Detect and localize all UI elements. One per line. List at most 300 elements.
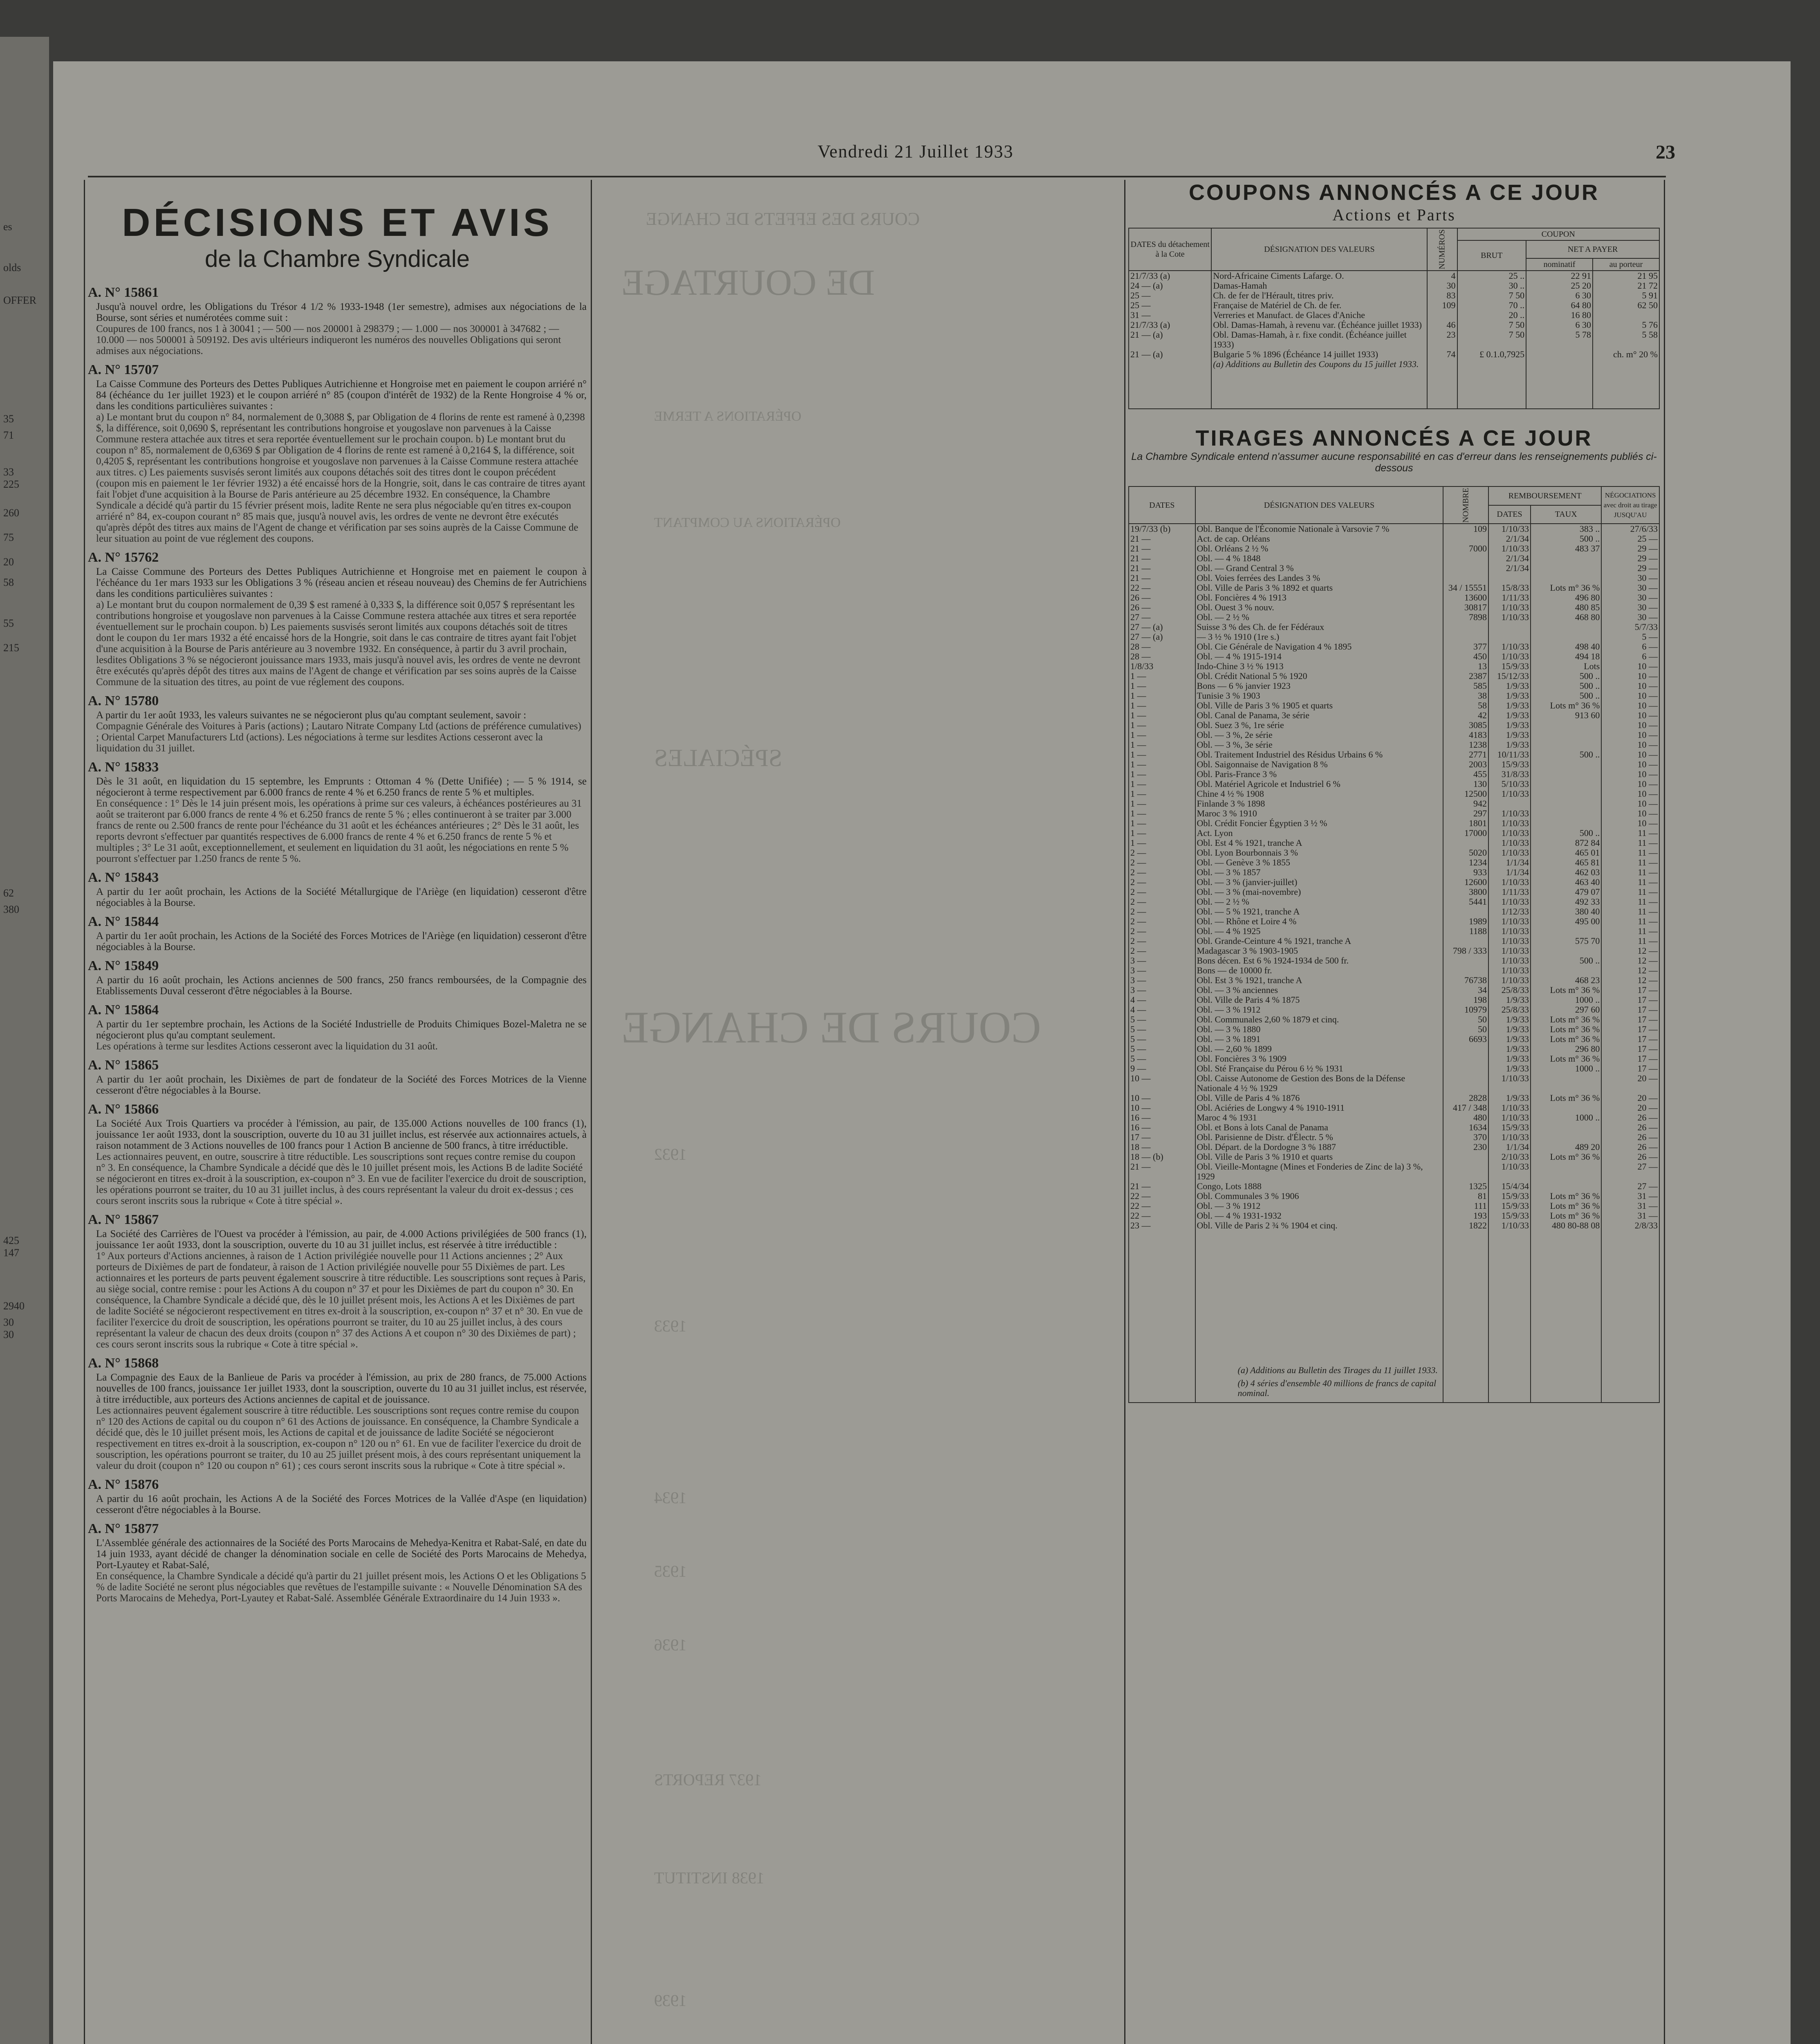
table-cell	[1531, 554, 1601, 563]
table-cell: Bons — 6 % janvier 1923	[1195, 681, 1443, 691]
adjacent-page-fragment: 62	[3, 887, 14, 899]
table-cell: Obl. — 3 % anciennes	[1195, 985, 1443, 995]
notice-number: A. N° 15780	[88, 693, 159, 708]
table-cell: 12600	[1443, 877, 1488, 887]
table-row	[1129, 1034, 1659, 1044]
table-cell: Madagascar 3 % 1903-1905	[1195, 946, 1443, 956]
table-cell: 10 —	[1601, 720, 1659, 730]
adjacent-page-fragment: es	[3, 221, 12, 233]
table-cell: 1/10/33	[1488, 926, 1531, 936]
table-row	[1129, 1123, 1659, 1132]
table-cell: 15/9/33	[1488, 1191, 1531, 1201]
notice	[88, 1058, 587, 1096]
table-row	[1129, 936, 1659, 946]
notice	[88, 550, 587, 688]
table-cell: Obl. — 4 % 1925	[1195, 926, 1443, 936]
table-cell: 492 33	[1531, 897, 1601, 907]
table-cell: 25 20	[1526, 281, 1593, 291]
table-cell: 20 —	[1601, 1074, 1659, 1093]
notice-number: A. N° 15833	[88, 760, 159, 775]
table-cell: 23	[1427, 330, 1457, 350]
table-cell: 21 —	[1129, 544, 1195, 554]
table-cell: 1 —	[1129, 710, 1195, 720]
table-cell: 483 37	[1531, 544, 1601, 554]
table-cell: 46	[1427, 320, 1457, 330]
table-cell: Obl. Suez 3 %, 1re série	[1195, 720, 1443, 730]
table-cell: Obl. Ville de Paris 3 % 1905 et quarts	[1195, 701, 1443, 710]
table-cell: 27 —	[1601, 1162, 1659, 1181]
table-cell	[1531, 1162, 1601, 1181]
table-cell: 1/10/33	[1488, 838, 1531, 848]
table-cell: 1/10/33	[1488, 809, 1531, 818]
notice-details: Compagnie Générale des Voitures à Paris (actions) ; Lautaro Nitrate Company Ltd (actions de préférence cumulatives) ; Oriental Carpet Manufacturers Ltd (actions). Les négociations à terme sur lesdites Actions cesseront avec la liquidation du 31 juillet.	[96, 721, 581, 754]
notice-details: Les opérations à terme sur lesdites Actions cesseront avec la liquidation du 31 août.	[96, 1041, 438, 1052]
table-cell: 29 —	[1601, 544, 1659, 554]
table-cell: 3 —	[1129, 966, 1195, 975]
table-cell: Obl. — Grand Central 3 %	[1195, 563, 1443, 573]
table-cell: 10 —	[1601, 818, 1659, 828]
table-cell: Act. Lyon	[1195, 828, 1443, 838]
notice-number: A. N° 15866	[88, 1102, 159, 1117]
table-cell: 2 —	[1129, 907, 1195, 917]
announcements-column	[1128, 180, 1660, 1403]
table-cell: Obl. Ville de Paris 2 ¾ % 1904 et cinq.	[1195, 1221, 1443, 1230]
table-cell: Obl. — 3 % 1880	[1195, 1024, 1443, 1034]
col-porteur: au porteur	[1593, 258, 1659, 271]
bleed-through-text: 1936	[654, 1636, 687, 1654]
table-cell: 10 —	[1601, 779, 1659, 789]
notice-text: La Société Aux Trois Quartiers va procéder à l'émission, au pair, de 135.000 Actions nouvelles de 100 francs (1), jouissance 1er août 1933, dont la souscription, ouverte du 10 au 31 juillet inclus, est réservée aux actionnaires actuels, à raison notamment de 3 Actions nouvelles de 100 francs pour 1 Action B ancienne de 500 francs, à titre irréductible.	[96, 1118, 587, 1151]
table-cell: 17 —	[1601, 1064, 1659, 1074]
table-cell: 70 ..	[1457, 300, 1526, 310]
table-cell: Obl. Crédit Foncier Égyptien 3 ½ %	[1195, 818, 1443, 828]
table-cell: 2/1/34	[1488, 534, 1531, 544]
table-row	[1129, 760, 1659, 769]
notice	[88, 1102, 587, 1206]
table-cell: 20 —	[1601, 1093, 1659, 1103]
table-cell: 17 —	[1601, 995, 1659, 1005]
table-cell	[1531, 760, 1601, 769]
notice	[88, 914, 587, 953]
table-cell	[1531, 632, 1601, 642]
table-cell: Obl. et Bons à lots Canal de Panama	[1195, 1123, 1443, 1132]
bleed-through-text: DE COURTAGE	[621, 262, 875, 303]
table-cell: 575 70	[1531, 936, 1601, 946]
table-cell	[1443, 1044, 1488, 1054]
table-cell: 10 —	[1601, 769, 1659, 779]
table-cell: 15/9/33	[1488, 661, 1531, 671]
notice-number: A. N° 15861	[88, 285, 159, 300]
notice-text: La Caisse Commune des Porteurs des Dettes Publiques Autrichienne et Hongroise met en paiement le coupon arriéré n° 84 (échéance du 1er juillet 1923) et le coupon arriéré n° 85 (coupon d'intérêt de 1932) de la Rente Hongroise 4 % or, dans les conditions particulières suivantes :	[96, 379, 587, 412]
table-cell: 462 03	[1531, 867, 1601, 877]
col-designation: DÉSIGNATION DES VALEURS	[1195, 486, 1443, 524]
table-cell: 942	[1443, 799, 1488, 809]
table-cell: 480 85	[1531, 603, 1601, 612]
table-cell: 1 —	[1129, 789, 1195, 799]
table-cell	[1531, 622, 1601, 632]
table-cell: Ch. de fer de l'Hérault, titres priv.	[1211, 291, 1427, 300]
table-cell: 10 —	[1601, 750, 1659, 760]
table-cell: 495 00	[1531, 917, 1601, 926]
table-cell: Obl. Est 3 % 1921, tranche A	[1195, 975, 1443, 985]
table-row	[1129, 799, 1659, 809]
table-cell: 31 —	[1129, 310, 1211, 320]
table-cell: 10 —	[1601, 691, 1659, 701]
table-cell: 1/10/33	[1488, 1074, 1531, 1093]
table-row	[1129, 1024, 1659, 1034]
table-cell: 15/4/34	[1488, 1181, 1531, 1191]
table-cell: 17 —	[1129, 1132, 1195, 1142]
table-row	[1129, 642, 1659, 652]
table-row	[1129, 281, 1659, 291]
table-row	[1129, 554, 1659, 563]
table-cell: 24 — (a)	[1129, 281, 1211, 291]
table-row	[1129, 691, 1659, 701]
table-cell: 26 —	[1601, 1152, 1659, 1162]
table-cell	[1488, 573, 1531, 583]
table-row	[1129, 720, 1659, 730]
table-cell: Lots m° 36 %	[1531, 701, 1601, 710]
table-cell: 500 ..	[1531, 691, 1601, 701]
table-cell: 26 —	[1129, 603, 1195, 612]
table-cell: Chine 4 ½ % 1908	[1195, 789, 1443, 799]
table-cell	[1531, 1074, 1601, 1093]
table-row	[1129, 887, 1659, 897]
table-row	[1129, 271, 1659, 281]
table-cell: 500 ..	[1531, 534, 1601, 544]
table-cell: Maroc 4 % 1931	[1195, 1113, 1443, 1123]
notice-number: A. N° 15876	[88, 1477, 159, 1492]
table-cell: 42	[1443, 710, 1488, 720]
column-divider-left	[591, 180, 592, 2044]
table-cell: 1801	[1443, 818, 1488, 828]
table-cell: Obl. Canal de Panama, 3e série	[1195, 710, 1443, 720]
table-cell: 12500	[1443, 789, 1488, 799]
table-cell: 9 —	[1129, 1064, 1195, 1074]
table-cell: 28 —	[1129, 652, 1195, 661]
table-cell: 5 58	[1593, 330, 1659, 350]
table-cell: 2/8/33	[1601, 1221, 1659, 1230]
notice	[88, 1212, 587, 1350]
table-cell: Obl. — 5 % 1921, tranche A	[1195, 907, 1443, 917]
table-cell: 50	[1443, 1015, 1488, 1024]
table-cell: 2/1/34	[1488, 563, 1531, 573]
table-cell: 21 72	[1593, 281, 1659, 291]
page-number: 23	[1656, 141, 1675, 163]
table-cell: 7 50	[1457, 320, 1526, 330]
table-cell	[1531, 1123, 1601, 1132]
table-row	[1129, 917, 1659, 926]
table-cell: 11 —	[1601, 848, 1659, 858]
table-cell: 25 ..	[1457, 271, 1526, 281]
table-cell: 5441	[1443, 897, 1488, 907]
table-cell	[1531, 818, 1601, 828]
table-cell: Obl. Foncières 4 % 1913	[1195, 593, 1443, 603]
table-cell: 798 / 333	[1443, 946, 1488, 956]
table-cell: Obl. Grande-Ceinture 4 % 1921, tranche A	[1195, 936, 1443, 946]
table-cell: Finlande 3 % 1898	[1195, 799, 1443, 809]
table-row	[1129, 320, 1659, 330]
table-cell: 10 —	[1129, 1093, 1195, 1103]
table-cell	[1443, 573, 1488, 583]
table-cell: 1/9/33	[1488, 995, 1531, 1005]
table-row	[1129, 583, 1659, 593]
table-row	[1129, 671, 1659, 681]
notice	[88, 958, 587, 997]
table-cell: 2 —	[1129, 897, 1195, 907]
table-row	[1129, 652, 1659, 661]
table-cell	[1531, 779, 1601, 789]
bleed-through-text: SPÉCIALES	[654, 744, 782, 771]
table-cell	[1488, 632, 1531, 642]
table-cell: 1/10/33	[1488, 544, 1531, 554]
table-row	[1129, 750, 1659, 760]
table-cell	[1531, 946, 1601, 956]
table-row	[1129, 956, 1659, 966]
table-cell: 6 30	[1526, 320, 1593, 330]
table-cell: Obl. Orléans 2 ½ %	[1195, 544, 1443, 554]
col-dates-remb: DATES	[1488, 505, 1531, 524]
table-row	[1129, 1044, 1659, 1054]
adjacent-page-fragment: 71	[3, 429, 14, 441]
table-cell: 465 81	[1531, 858, 1601, 867]
table-cell: Obl. — 3 % 1891	[1195, 1034, 1443, 1044]
col-coupon: COUPON	[1457, 228, 1659, 240]
table-cell: 11 —	[1601, 887, 1659, 897]
table-cell: 10/11/33	[1488, 750, 1531, 760]
notice-details: En conséquence : 1° Dès le 14 juin présent mois, les opérations à prime sur ces valeurs, à échéances postérieures au 31 août se traiteront par 6.000 francs de rente 4 % et 6.250 francs de rente 5 % ; elles continueront à se traiter par 3.000 francs de rente ou 2.500 francs de rente pour l'échéance du 31 août et les échéances antérieures ; 2° Dès le 31 août, les reports devront s'effectuer par quantités respectives de 6.000 francs de rente 4 % et 6.250 francs de rente 5 % et multiples ; 3° Le 31 août, exceptionnellement, et seulement en liquidation du 31 août, les négociations en rente 5 % pourront s'effectuer par 1.250 francs de rente 5 %.	[96, 798, 582, 864]
table-cell: 7 50	[1457, 291, 1526, 300]
col-negociations: NÉGOCIATIONS avec droit au tirage JUSQU'AU	[1601, 486, 1659, 524]
table-cell: 7000	[1443, 544, 1488, 554]
adjacent-page-fragment: OFFER	[3, 294, 36, 306]
table-cell: 1/1/34	[1488, 1142, 1531, 1152]
table-cell: 1/11/33	[1488, 887, 1531, 897]
table-cell: £ 0.1.0,7925	[1457, 350, 1526, 359]
table-cell: Obl. Ville de Paris 3 % 1892 et quarts	[1195, 583, 1443, 593]
table-cell: 1/10/33	[1488, 652, 1531, 661]
table-cell: 480 80-88 08	[1531, 1221, 1601, 1230]
table-cell: 21 —	[1129, 563, 1195, 573]
table-row	[1129, 300, 1659, 310]
table-cell: 7898	[1443, 612, 1488, 622]
table-row	[1129, 995, 1659, 1005]
right-column-border	[1664, 180, 1665, 2044]
table-row	[1129, 809, 1659, 818]
bleed-through-text: COURS DES EFFETS DE CHANGE	[646, 209, 920, 229]
table-cell: 31/8/33	[1488, 769, 1531, 779]
table-cell: 3 —	[1129, 975, 1195, 985]
table-cell: 1/10/33	[1488, 1132, 1531, 1142]
adjacent-page-fragment: 147	[3, 1247, 19, 1259]
table-cell: 297	[1443, 809, 1488, 818]
table-cell: 498 40	[1531, 642, 1601, 652]
table-cell: 19/7/33 (b)	[1129, 524, 1195, 534]
table-cell: Damas-Hamah	[1211, 281, 1427, 291]
notice-text: A partir du 16 août prochain, les Actions A de la Société des Forces Motrices de la Vallée d'Aspe (en liquidation) cesseront d'être négociables à la Bourse.	[96, 1493, 587, 1515]
table-cell: 30 —	[1601, 612, 1659, 622]
table-cell: 1/12/33	[1488, 907, 1531, 917]
table-cell: 494 18	[1531, 652, 1601, 661]
table-cell: 12 —	[1601, 956, 1659, 966]
table-cell: 1/10/33	[1488, 1221, 1531, 1230]
table-cell: 11 —	[1601, 838, 1659, 848]
table-row	[1129, 524, 1659, 534]
table-cell: 1 —	[1129, 730, 1195, 740]
table-cell: 30 —	[1601, 593, 1659, 603]
table-cell	[1531, 563, 1601, 573]
table-cell: 74	[1427, 350, 1457, 359]
table-cell: 10 —	[1129, 1103, 1195, 1113]
table-cell	[1531, 789, 1601, 799]
table-cell: 2/1/34	[1488, 554, 1531, 563]
table-cell: 1/9/33	[1488, 1044, 1531, 1054]
table-cell: 50	[1443, 1024, 1488, 1034]
table-cell: Lots m° 36 %	[1531, 1211, 1601, 1221]
table-row	[1129, 573, 1659, 583]
table-cell: Obl. Parisienne de Distr. d'Électr. 5 %	[1195, 1132, 1443, 1142]
table-cell: 11 —	[1601, 858, 1659, 867]
col-designation: DÉSIGNATION DES VALEURS	[1211, 228, 1427, 271]
table-cell: 18 — (b)	[1129, 1152, 1195, 1162]
table-row	[1129, 291, 1659, 300]
notice-text: A partir du 1er août prochain, les Actions de la Société Métallurgique de l'Ariège (en liquidation) cesseront d'être négociables à la Bourse.	[96, 886, 587, 908]
table-row	[1129, 603, 1659, 612]
table-cell: Obl. Sté Française du Pérou 6 ½ % 1931	[1195, 1064, 1443, 1074]
table-cell: 10 —	[1601, 681, 1659, 691]
table-cell	[1443, 1054, 1488, 1064]
bleed-through-column	[597, 192, 1124, 2044]
table-cell: 27 —	[1601, 1181, 1659, 1191]
col-numeros: NUMÉROS	[1427, 228, 1457, 271]
table-cell: 468 23	[1531, 975, 1601, 985]
table-cell: Obl. Voies ferrées des Landes 3 %	[1195, 573, 1443, 583]
table-cell: 2 —	[1129, 926, 1195, 936]
table-cell	[1593, 310, 1659, 320]
table-cell: 10 —	[1601, 701, 1659, 710]
table-cell	[1531, 1103, 1601, 1113]
notice-details: a) Le montant brut du coupon normalement de 0,39 $ est ramené à 0,333 $, la différence soit 0,057 $ représentant les contributions hongroise et yougoslave non parvenues à la Caisse Commune restera attachée aux titres et sera reportée éventuellement sur le prochain coupon. b) Les paiements susvisés seront limités aux coupons détachés soit de titres dont le coupon du 1er mars 1932 a été encaissé hors de la Hongrie, soit dans le cas contraire de titres ayant fait l'objet d'une acquisition à la Bourse de Paris antérieure au 3 novembre 1932. En conséquence, à partir du 3 avril prochain, lesdites Obligations 3 % se négocieront jouissance mars 1933, mais jusqu'à nouvel avis, les ordres de vente ne devront être exécutés qu'après dépôt des titres aux mains de l'Agent de change et vérification par ses soins auprès de la Caisse Commune de la situation des titres, au point de vue réglement des coupons.	[96, 599, 581, 688]
adjacent-page-fragment: 225	[3, 478, 19, 490]
table-cell: 26 —	[1601, 1123, 1659, 1132]
table-cell: 16 —	[1129, 1123, 1195, 1132]
table-cell: 1/1/34	[1488, 858, 1531, 867]
bleed-through-text: COURS DE CHANGE	[621, 1002, 1041, 1052]
adjacent-page-fragment: 2940	[3, 1300, 25, 1312]
notice-number: A. N° 15865	[88, 1058, 159, 1073]
table-cell	[1526, 350, 1593, 359]
table-cell: 76738	[1443, 975, 1488, 985]
table-cell: Obl. — 3 %, 3e série	[1195, 740, 1443, 750]
notice-text: La Société des Carrières de l'Ouest va procéder à l'émission, au pair, de 4.000 Actions privilégiées de 500 francs (1), jouissance 1er août 1933, dont la souscription, ouverte du 10 au 31 juillet inclus, est réservée à titre irréductible :	[96, 1228, 587, 1251]
table-cell: Nord-Africaine Ciments Lafarge. O.	[1211, 271, 1427, 281]
table-cell: 1/9/33	[1488, 740, 1531, 750]
table-cell: Lots m° 36 %	[1531, 1201, 1601, 1211]
table-cell: Tunisie 3 % 1903	[1195, 691, 1443, 701]
table-cell: 20 —	[1601, 1103, 1659, 1113]
table-cell: Obl. Damas-Hamah, à revenu var. (Échéance juillet 1933)	[1211, 320, 1427, 330]
table-cell: 1188	[1443, 926, 1488, 936]
table-row	[1129, 1005, 1659, 1015]
table-cell: 10 —	[1601, 740, 1659, 750]
table-cell: 2 —	[1129, 917, 1195, 926]
table-cell: 1/9/33	[1488, 710, 1531, 720]
table-cell: Obl. Saigonnaise de Navigation 8 %	[1195, 760, 1443, 769]
table-cell: 1/9/33	[1488, 701, 1531, 710]
table-cell	[1531, 809, 1601, 818]
adjacent-page-fragment: 380	[3, 903, 19, 915]
issue-date: Vendredi 21 Juillet 1933	[818, 141, 1014, 161]
coupons-title: COUPONS ANNONCÉS A CE JOUR	[1188, 180, 1600, 205]
table-cell: 1634	[1443, 1123, 1488, 1132]
notice-number: A. N° 15864	[88, 1002, 159, 1018]
table-row	[1129, 622, 1659, 632]
table-cell: 500 ..	[1531, 828, 1601, 838]
adjacent-page-fragment: 20	[3, 556, 14, 568]
table-cell: 15/9/33	[1488, 760, 1531, 769]
table-cell: 5 78	[1526, 330, 1593, 350]
table-cell: 17 —	[1601, 1015, 1659, 1024]
table-row	[1129, 593, 1659, 603]
table-cell: Lots m° 36 %	[1531, 985, 1601, 995]
left-column-border	[84, 180, 85, 2044]
notice	[88, 1477, 587, 1515]
adjacent-page-fragment: 58	[3, 576, 14, 588]
table-cell: 6 —	[1601, 652, 1659, 661]
decisions-title: DÉCISIONS ET AVIS	[122, 201, 553, 244]
table-cell: 31 —	[1601, 1211, 1659, 1221]
table-cell	[1443, 1162, 1488, 1181]
table-cell: 15/9/33	[1488, 1201, 1531, 1211]
table-cell: Obl. Aciéries de Longwy 4 % 1910-1911	[1195, 1103, 1443, 1113]
table-cell: 25/8/33	[1488, 1005, 1531, 1015]
table-row	[1129, 350, 1659, 359]
table-cell: Obl. Départ. de la Dordogne 3 % 1887	[1195, 1142, 1443, 1152]
table-cell: Lots m° 36 %	[1531, 1015, 1601, 1024]
table-cell: 1000 ..	[1531, 995, 1601, 1005]
table-cell: 7 50	[1457, 330, 1526, 350]
notice	[88, 362, 587, 544]
table-cell: 1989	[1443, 917, 1488, 926]
table-cell: Obl. — 4 % 1931-1932	[1195, 1211, 1443, 1221]
table-cell: 2 —	[1129, 848, 1195, 858]
table-cell: 4 —	[1129, 1005, 1195, 1015]
table-cell: 1 —	[1129, 809, 1195, 818]
table-cell: 1/9/33	[1488, 691, 1531, 701]
table-cell: 1/8/33	[1129, 661, 1195, 671]
table-cell: 1/10/33	[1488, 917, 1531, 926]
table-cell: 1/10/33	[1488, 966, 1531, 975]
table-row	[1129, 681, 1659, 691]
table-cell: 933	[1443, 867, 1488, 877]
table-cell: 2 —	[1129, 936, 1195, 946]
table-row	[1129, 789, 1659, 799]
tirages-table	[1128, 486, 1660, 1403]
table-cell: 1 —	[1129, 828, 1195, 838]
table-cell: 10 —	[1601, 710, 1659, 720]
table-cell: 25 —	[1129, 300, 1211, 310]
table-cell	[1443, 534, 1488, 544]
table-row	[1129, 701, 1659, 710]
table-cell: 1 —	[1129, 760, 1195, 769]
table-cell: 1/9/33	[1488, 720, 1531, 730]
table-cell: 585	[1443, 681, 1488, 691]
table-cell: 22 91	[1526, 271, 1593, 281]
table-cell: Obl. Matériel Agricole et Industriel 6 %	[1195, 779, 1443, 789]
table-cell: Lots m° 36 %	[1531, 1093, 1601, 1103]
table-cell: 21 — (a)	[1129, 350, 1211, 359]
table-cell: 1/9/33	[1488, 681, 1531, 691]
